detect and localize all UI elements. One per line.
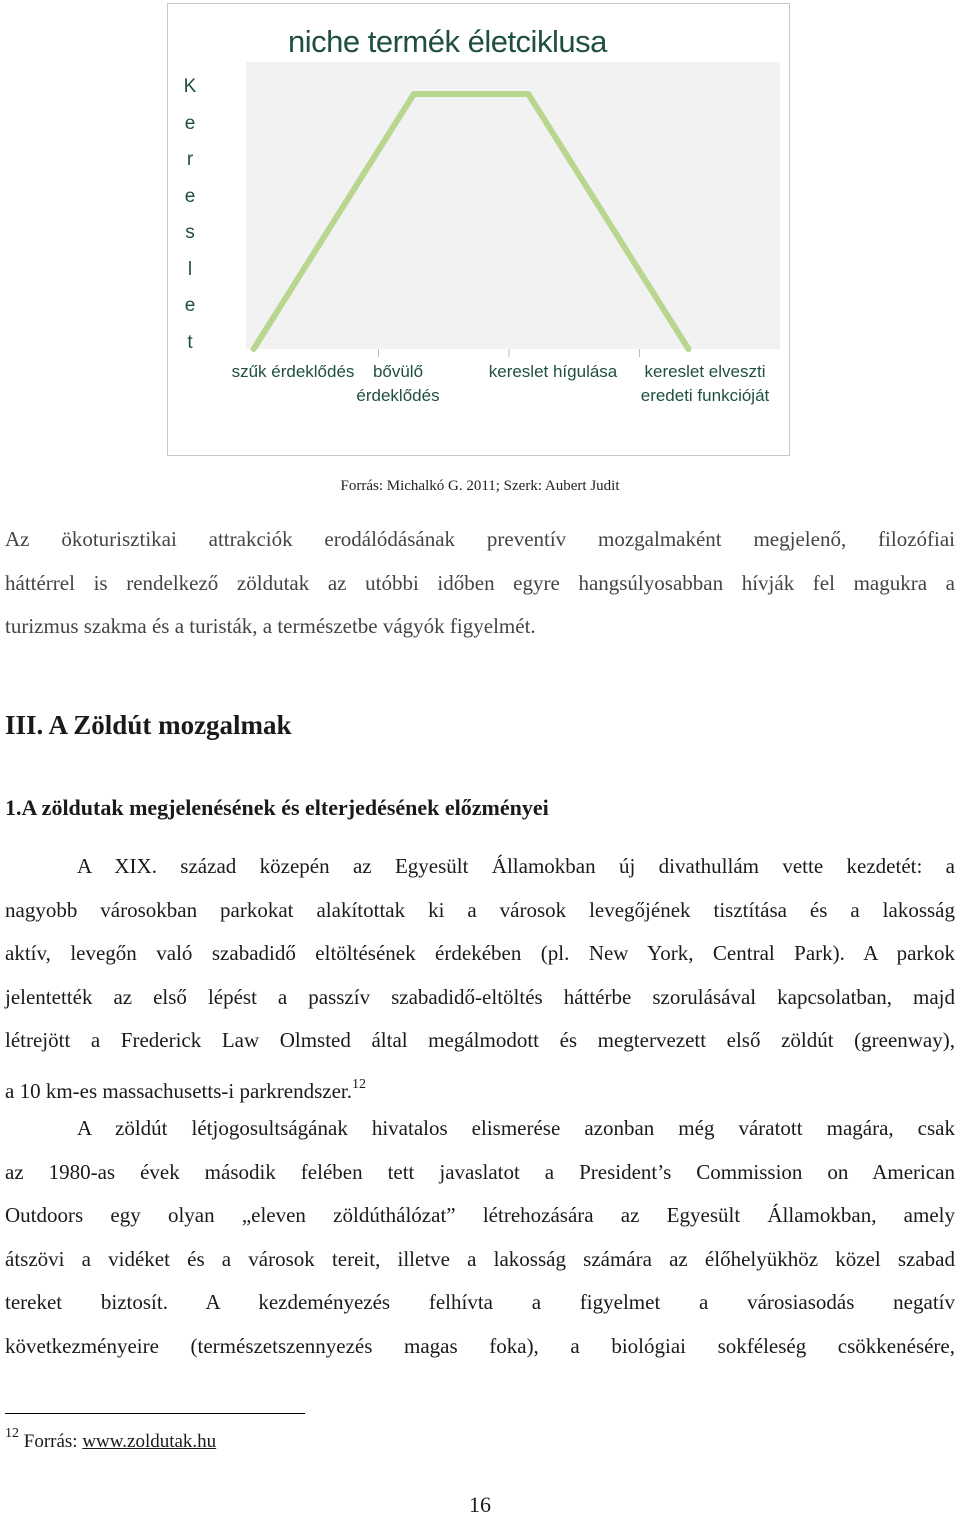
- footnote-label: Forrás:: [23, 1431, 78, 1452]
- footnote-divider: [5, 1413, 305, 1414]
- chart-y-label-letter: l: [187, 258, 193, 280]
- intro-paragraph: [5, 518, 955, 649]
- footnote: [5, 1426, 216, 1453]
- chart-y-label-letter: s: [185, 222, 195, 243]
- product-lifecycle-chart: [167, 3, 790, 456]
- chart-x-tick-label: kereslet elveszti eredeti funkcióját: [640, 362, 770, 405]
- paragraph-line: következményeire (természetszennyezés magas foka), a biológiai sokféleség csökkenésére,: [5, 1333, 955, 1358]
- footnote-link[interactable]: www.zoldutak.hu: [82, 1431, 217, 1452]
- paragraph-line: Outdoors egy olyan „eleven zöldúthálózat” létrehozására az Egyesült Államokban, amely: [5, 1203, 955, 1228]
- history-paragraph: [5, 845, 955, 1114]
- paragraph-line: turizmus szakma és a turisták, a természetbe vágyók figyelmét.: [5, 614, 536, 639]
- paragraph-line: háttérrel is rendelkező zöldutak az utóbbi időben egyre hangsúlyosabban hívják fel magukra a: [5, 570, 955, 595]
- chart-y-label-letter: r: [186, 149, 194, 170]
- paragraph-line: létrejött a Frederick Law Olmsted által megálmodott és megtervezett első zöldút (greenway),: [5, 1028, 955, 1053]
- chart-y-label-letter: K: [183, 76, 197, 97]
- section-heading: III. A Zöldút mozgalmak: [5, 710, 292, 740]
- chart-y-label-letter: t: [187, 331, 193, 353]
- chart-y-label-letter: e: [184, 112, 196, 134]
- chart-x-tick-label: kereslet hígulása: [488, 362, 618, 381]
- footnote-number: 12: [5, 1426, 19, 1441]
- chart-x-tick-label: bővülő érdeklődés: [356, 362, 440, 405]
- paragraph-line: jelentették az első lépést a passzív szabadidő-eltöltés háttérbe szorulásával kapcsolatban, majd: [5, 984, 955, 1009]
- chart-title: niche termék életciklusa: [288, 24, 607, 59]
- paragraph-line: A XIX. század közepén az Egyesült Államokban új divathullám vette kezdetét: a: [77, 854, 955, 878]
- paragraph-line: átszövi a vidéket és a városok tereit, illetve a lakosság számára az élőhelyükhöz közel szabad: [5, 1246, 955, 1271]
- paragraph-line: az 1980-as évek második felében tett javaslatot a President’s Commission on American: [5, 1159, 955, 1184]
- page-number: 16: [469, 1492, 491, 1517]
- chart-plot-area: [246, 62, 780, 349]
- subsection-heading: 1.A zöldutak megjelenésének és elterjedésének előzményei: [5, 795, 549, 820]
- footnote-reference[interactable]: 12: [351, 1076, 366, 1092]
- paragraph-line: A zöldút létjogosultságának hivatalos elismerése azonban még váratott magára, csak: [77, 1116, 955, 1140]
- chart-y-label-letter: e: [184, 185, 196, 207]
- paragraph-line: [5, 1063, 955, 1114]
- paragraph-line: nagyobb városokban parkokat alakítottak ki a városok levegőjének tisztítása és a lakosság: [5, 897, 955, 922]
- recognition-paragraph: [5, 1107, 955, 1369]
- paragraph-line: tereket biztosít. A kezdeményezés felhívta a figyelmet a városiasodás negatív: [5, 1290, 955, 1315]
- paragraph-line-text: a 10 km-es massachusetts-i parkrendszer.: [5, 1078, 352, 1103]
- paragraph-line: Az ökoturisztikai attrakciók erodálódásának preventív mozgalmaként megjelenő, filozófiai: [5, 527, 955, 551]
- chart-y-label-letter: e: [184, 295, 196, 316]
- chart-x-tick-label: szűk érdeklődés: [231, 362, 355, 381]
- figure-caption: Forrás: Michalkó G. 2011; Szerk: Aubert Judit: [340, 478, 620, 494]
- paragraph-line: aktív, levegőn való szabadidő eltöltésének érdekében (pl. New York, Central Park). A parkok: [5, 941, 955, 966]
